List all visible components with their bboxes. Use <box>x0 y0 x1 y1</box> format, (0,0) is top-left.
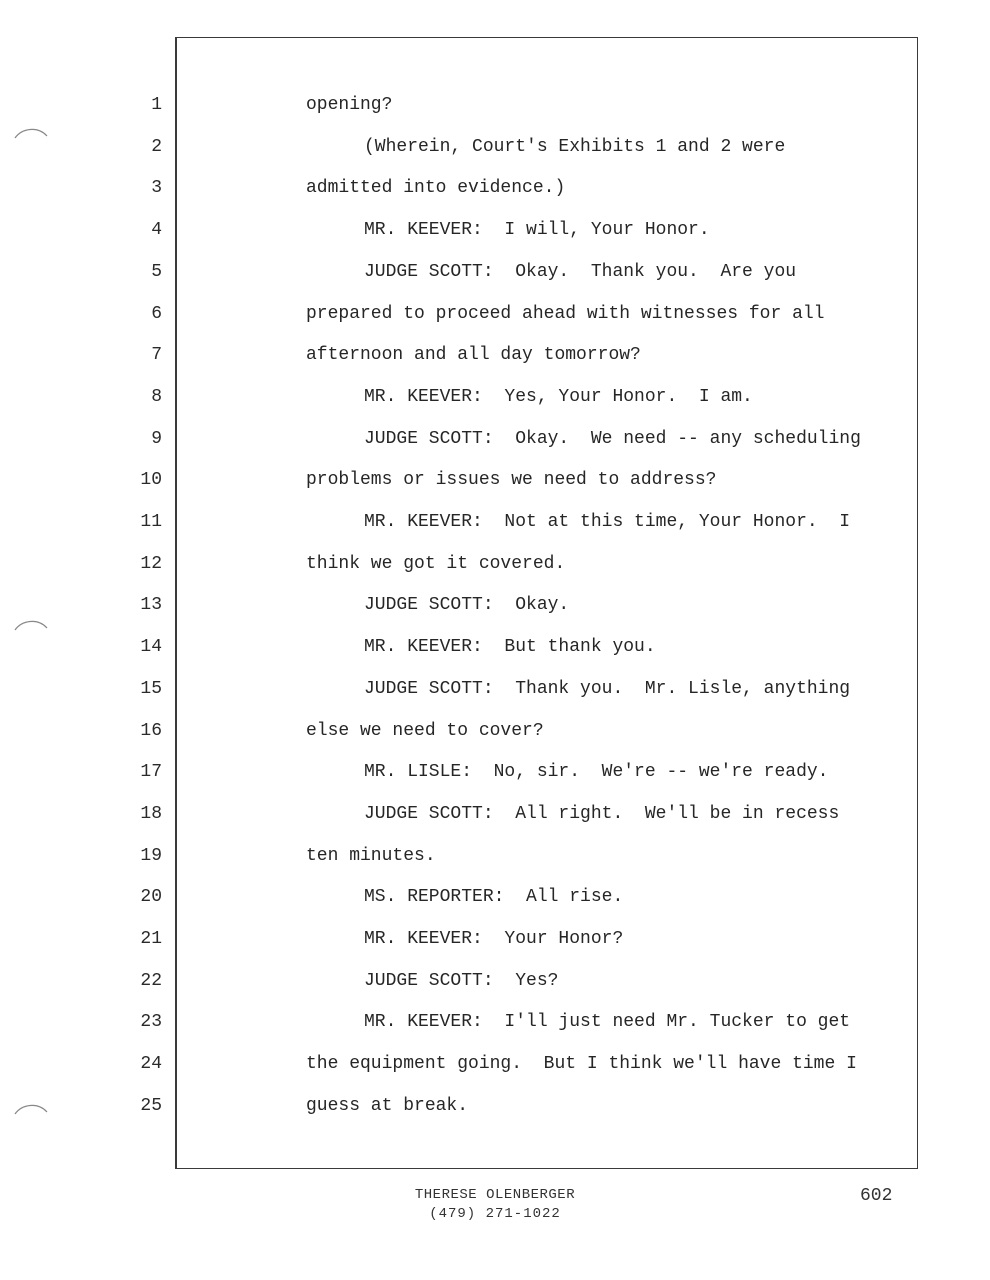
line-number: 9 <box>151 429 162 449</box>
line-number: 18 <box>140 804 162 824</box>
line-number: 2 <box>151 137 162 157</box>
transcript-line: opening? <box>306 95 393 115</box>
line-number: 11 <box>140 512 162 532</box>
transcript-line: MS. REPORTER: All rise. <box>364 887 624 907</box>
line-number: 5 <box>151 262 162 282</box>
transcript-line: ten minutes. <box>306 846 436 866</box>
transcript-line: the equipment going. But I think we'll have time I <box>306 1054 857 1074</box>
transcript-line: MR. KEEVER: Yes, Your Honor. I am. <box>364 387 753 407</box>
transcript-line: problems or issues we need to address? <box>306 470 717 490</box>
transcript-line: MR. LISLE: No, sir. We're -- we're ready. <box>364 762 829 782</box>
transcript-line: (Wherein, Court's Exhibits 1 and 2 were <box>364 137 786 157</box>
line-number: 7 <box>151 345 162 365</box>
line-number: 25 <box>140 1096 162 1116</box>
line-number: 10 <box>140 470 162 490</box>
transcript-line: JUDGE SCOTT: Okay. <box>364 595 570 615</box>
line-number: 17 <box>140 762 162 782</box>
hole-punch-mark-middle <box>14 616 48 632</box>
line-number: 1 <box>151 95 162 115</box>
line-number: 16 <box>140 721 162 741</box>
line-number: 20 <box>140 887 162 907</box>
transcript-line: MR. KEEVER: Your Honor? <box>364 929 624 949</box>
page-number: 602 <box>860 1186 893 1206</box>
line-number: 23 <box>140 1012 162 1032</box>
line-number: 6 <box>151 304 162 324</box>
line-number: 22 <box>140 971 162 991</box>
transcript-line: JUDGE SCOTT: Thank you. Mr. Lisle, anything <box>364 679 851 699</box>
reporter-phone: (479) 271-1022 <box>429 1206 561 1222</box>
transcript-line: else we need to cover? <box>306 721 544 741</box>
line-number: 19 <box>140 846 162 866</box>
line-number: 21 <box>140 929 162 949</box>
transcript-line: MR. KEEVER: I'll just need Mr. Tucker to get <box>364 1012 851 1032</box>
transcript-line: MR. KEEVER: Not at this time, Your Honor. I <box>364 512 851 532</box>
line-number: 4 <box>151 220 162 240</box>
transcript-line: prepared to proceed ahead with witnesses for all <box>306 304 825 324</box>
hole-punch-mark-bottom <box>14 1100 48 1116</box>
line-number-divider <box>175 38 177 1168</box>
line-number: 3 <box>151 178 162 198</box>
transcript-line: JUDGE SCOTT: Okay. We need -- any scheduling <box>364 429 861 449</box>
hole-punch-mark-top <box>14 124 48 140</box>
line-number: 12 <box>140 554 162 574</box>
transcript-line: MR. KEEVER: But thank you. <box>364 637 656 657</box>
transcript-line: MR. KEEVER: I will, Your Honor. <box>364 220 710 240</box>
reporter-name: THERESE OLENBERGER <box>414 1187 576 1203</box>
transcript-line: admitted into evidence.) <box>306 178 566 198</box>
line-number: 24 <box>140 1054 162 1074</box>
transcript-line: guess at break. <box>306 1096 469 1116</box>
transcript-line: think we got it covered. <box>306 554 566 574</box>
transcript-line: afternoon and all day tomorrow? <box>306 345 641 365</box>
line-number: 13 <box>140 595 162 615</box>
transcript-line: JUDGE SCOTT: All right. We'll be in recess <box>364 804 840 824</box>
line-number: 15 <box>140 679 162 699</box>
transcript-line: JUDGE SCOTT: Okay. Thank you. Are you <box>364 262 797 282</box>
transcript-line: JUDGE SCOTT: Yes? <box>364 971 559 991</box>
line-number: 14 <box>140 637 162 657</box>
line-number: 8 <box>151 387 162 407</box>
